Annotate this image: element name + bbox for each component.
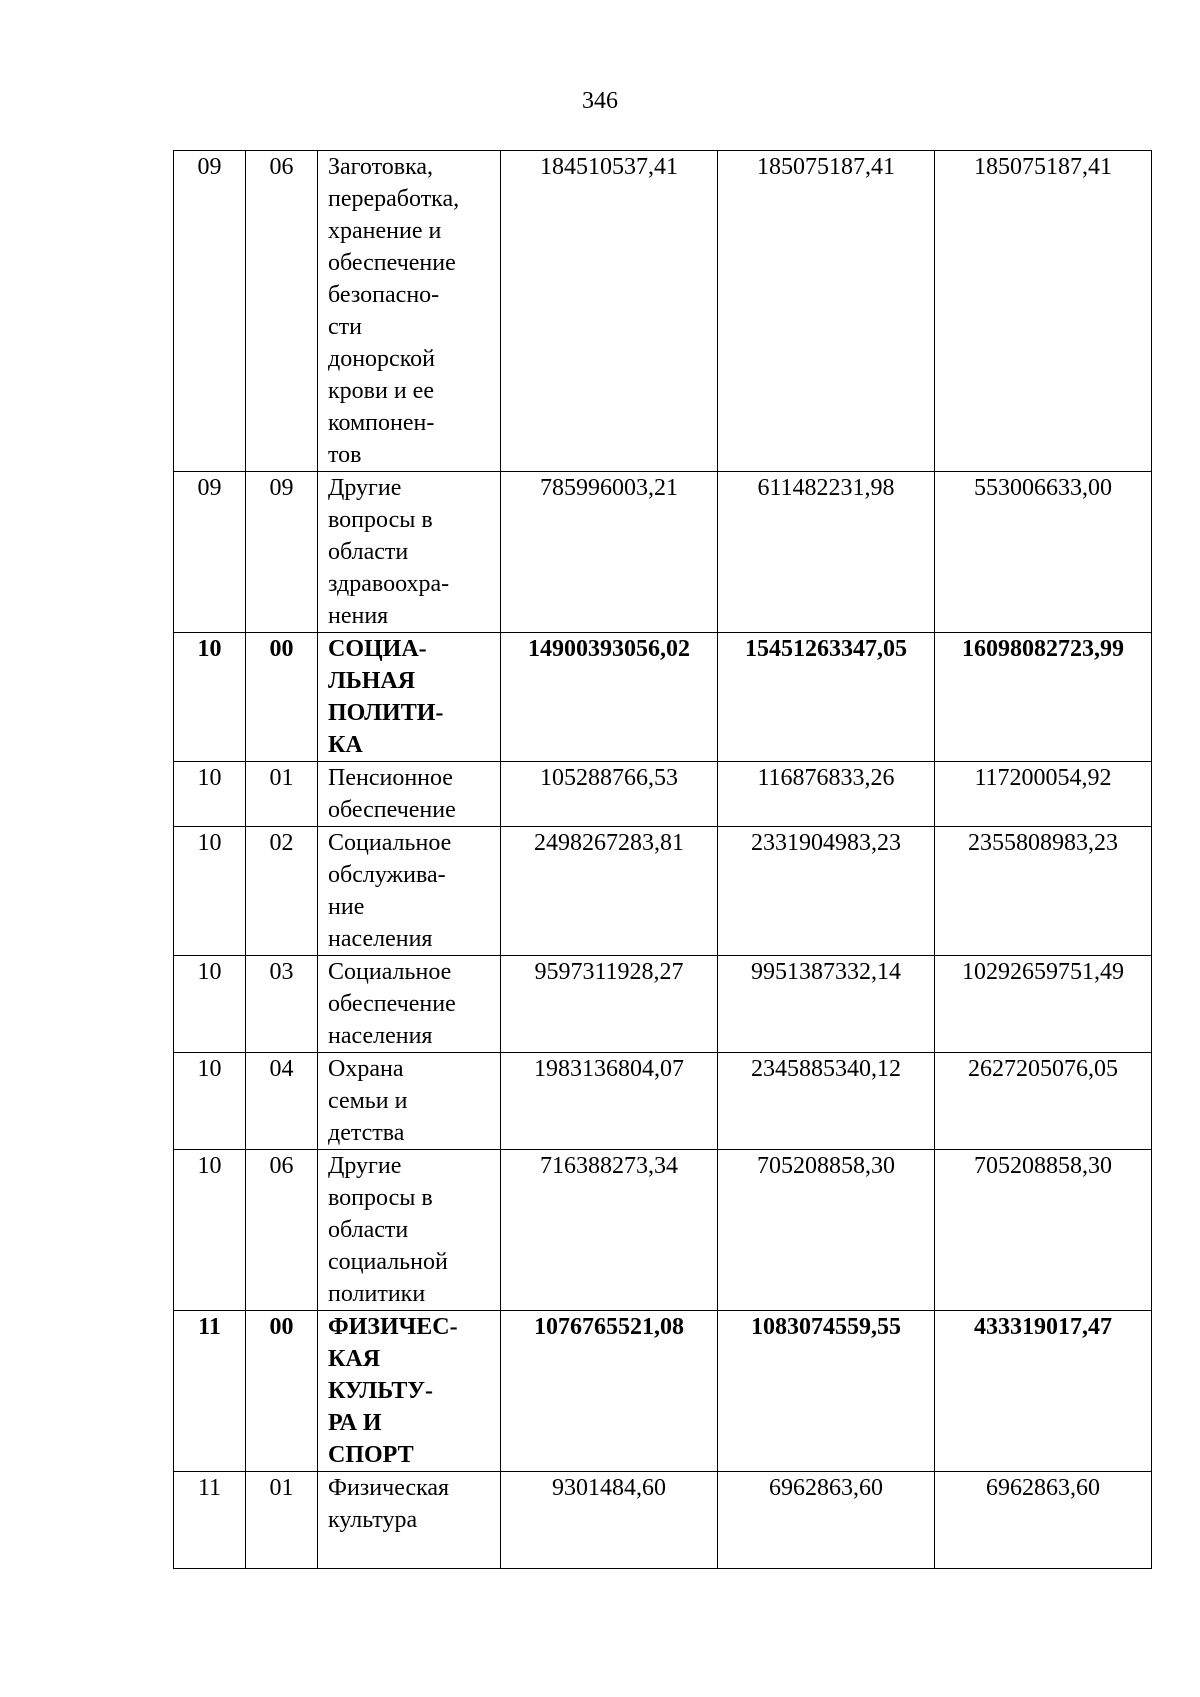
table-row xyxy=(174,762,1152,827)
expense-name-line: нения xyxy=(328,603,389,629)
page-number: 346 xyxy=(582,88,618,114)
amount-year-3-cell: 117200054,92 xyxy=(935,762,1152,827)
expense-name-cell xyxy=(318,956,501,1053)
amount-year-2-cell: 9951387332,14 xyxy=(718,956,935,1053)
expense-name-cell xyxy=(318,151,501,472)
section-code-cell: 10 xyxy=(174,633,246,762)
expense-name-line: РА И xyxy=(328,1410,382,1436)
expense-name-line: вопросы в xyxy=(328,507,433,533)
expense-name-line: ФИЗИЧЕС- xyxy=(328,1314,458,1340)
amount-year-2-cell: 2331904983,23 xyxy=(718,827,935,956)
table-row xyxy=(174,1472,1152,1569)
expense-name-line: детства xyxy=(328,1120,405,1146)
expense-name-line: КАЯ xyxy=(328,1346,381,1372)
table-row xyxy=(174,1311,1152,1472)
amount-year-1-cell: 1983136804,07 xyxy=(501,1053,718,1150)
section-code-cell: 09 xyxy=(174,151,246,472)
subsection-code-cell: 09 xyxy=(246,472,318,633)
amount-year-1-cell: 1076765521,08 xyxy=(501,1311,718,1472)
expense-name-line: Физическая xyxy=(328,1475,450,1501)
section-code-cell: 11 xyxy=(174,1472,246,1569)
amount-year-1-cell: 184510537,41 xyxy=(501,151,718,472)
table-row xyxy=(174,827,1152,956)
expense-name-cell xyxy=(318,472,501,633)
subsection-code-cell: 06 xyxy=(246,1150,318,1311)
expense-name-line: здравоохра- xyxy=(328,571,450,597)
section-code-cell: 09 xyxy=(174,472,246,633)
section-code-cell: 10 xyxy=(174,827,246,956)
amount-year-3-cell: 2627205076,05 xyxy=(935,1053,1152,1150)
table-row xyxy=(174,1053,1152,1150)
amount-year-3-cell: 2355808983,23 xyxy=(935,827,1152,956)
expense-name-line: СОЦИА- xyxy=(328,636,427,662)
expense-name-cell xyxy=(318,1311,501,1472)
expense-name-line: КА xyxy=(328,732,363,758)
amount-year-1-cell: 785996003,21 xyxy=(501,472,718,633)
section-code-cell: 11 xyxy=(174,1311,246,1472)
amount-year-1-cell: 9301484,60 xyxy=(501,1472,718,1569)
amount-year-2-cell: 611482231,98 xyxy=(718,472,935,633)
subsection-code-cell: 04 xyxy=(246,1053,318,1150)
expense-name-line: Социальное xyxy=(328,959,452,985)
expense-name-line: донорской xyxy=(328,346,435,372)
amount-year-2-cell: 2345885340,12 xyxy=(718,1053,935,1150)
expense-name-line: Другие xyxy=(328,475,402,501)
expense-name-line: сти xyxy=(328,314,362,340)
expense-name-line: крови и ее xyxy=(328,378,434,404)
subsection-code-cell: 03 xyxy=(246,956,318,1053)
expense-name-cell xyxy=(318,1053,501,1150)
expense-name-line: обслужива- xyxy=(328,862,446,888)
table-row xyxy=(174,1150,1152,1311)
amount-year-3-cell: 185075187,41 xyxy=(935,151,1152,472)
expense-name-line: населения xyxy=(328,926,433,952)
expense-name-line: обеспечение xyxy=(328,991,456,1017)
expense-name-cell xyxy=(318,1150,501,1311)
expense-name-line: компонен- xyxy=(328,410,435,436)
subsection-code-cell: 02 xyxy=(246,827,318,956)
expense-name-line: Охрана xyxy=(328,1056,404,1082)
section-code-cell: 10 xyxy=(174,956,246,1053)
subsection-code-cell: 01 xyxy=(246,762,318,827)
amount-year-3-cell: 6962863,60 xyxy=(935,1472,1152,1569)
expense-name-line: Заготовка, xyxy=(328,154,434,180)
amount-year-2-cell: 6962863,60 xyxy=(718,1472,935,1569)
expense-name-cell xyxy=(318,827,501,956)
amount-year-2-cell: 15451263347,05 xyxy=(718,633,935,762)
amount-year-1-cell: 716388273,34 xyxy=(501,1150,718,1311)
table-row xyxy=(174,472,1152,633)
amount-year-3-cell: 16098082723,99 xyxy=(935,633,1152,762)
subsection-code-cell: 01 xyxy=(246,1472,318,1569)
amount-year-2-cell: 185075187,41 xyxy=(718,151,935,472)
expense-name-cell xyxy=(318,1472,501,1569)
expense-name-line: культура xyxy=(328,1507,418,1533)
amount-year-3-cell: 433319017,47 xyxy=(935,1311,1152,1472)
amount-year-2-cell: 705208858,30 xyxy=(718,1150,935,1311)
amount-year-3-cell: 553006633,00 xyxy=(935,472,1152,633)
table-row xyxy=(174,151,1152,472)
amount-year-2-cell: 1083074559,55 xyxy=(718,1311,935,1472)
subsection-code-cell: 00 xyxy=(246,633,318,762)
section-code-cell: 10 xyxy=(174,762,246,827)
expense-name-line: ПОЛИТИ- xyxy=(328,700,444,726)
section-code-cell: 10 xyxy=(174,1150,246,1311)
table-row xyxy=(174,956,1152,1053)
expense-name-line: области xyxy=(328,1217,409,1243)
section-code-cell: 10 xyxy=(174,1053,246,1150)
amount-year-1-cell: 105288766,53 xyxy=(501,762,718,827)
subsection-code-cell: 06 xyxy=(246,151,318,472)
expense-name-line: СПОРТ xyxy=(328,1442,414,1468)
expense-name-line: политики xyxy=(328,1281,426,1307)
expense-name-line: ЛЬНАЯ xyxy=(328,668,416,694)
expense-name-line: семьи и xyxy=(328,1088,408,1114)
expense-name-line: Социальное xyxy=(328,830,452,856)
amount-year-3-cell: 705208858,30 xyxy=(935,1150,1152,1311)
expense-name-cell xyxy=(318,633,501,762)
expense-name-line: ние xyxy=(328,894,365,920)
table-row xyxy=(174,633,1152,762)
amount-year-1-cell: 9597311928,27 xyxy=(501,956,718,1053)
expense-name-line: тов xyxy=(328,442,362,468)
expense-name-line: безопасно- xyxy=(328,282,440,308)
expense-name-line: переработка, xyxy=(328,186,460,212)
amount-year-2-cell: 116876833,26 xyxy=(718,762,935,827)
subsection-code-cell: 00 xyxy=(246,1311,318,1472)
expense-name-line: социальной xyxy=(328,1249,448,1275)
budget-table xyxy=(173,150,1152,1569)
expense-name-line: обеспечение xyxy=(328,797,456,823)
expense-name-line: вопросы в xyxy=(328,1185,433,1211)
amount-year-3-cell: 10292659751,49 xyxy=(935,956,1152,1053)
expense-name-line: области xyxy=(328,539,409,565)
expense-name-cell xyxy=(318,762,501,827)
expense-name-line: Другие xyxy=(328,1153,402,1179)
expense-name-line: населения xyxy=(328,1023,433,1049)
expense-name-line: обеспечение xyxy=(328,250,456,276)
expense-name-line: хранение и xyxy=(328,218,442,244)
expense-name-line: КУЛЬТУ- xyxy=(328,1378,433,1404)
amount-year-1-cell: 14900393056,02 xyxy=(501,633,718,762)
amount-year-1-cell: 2498267283,81 xyxy=(501,827,718,956)
expense-name-line: Пенсионное xyxy=(328,765,453,791)
